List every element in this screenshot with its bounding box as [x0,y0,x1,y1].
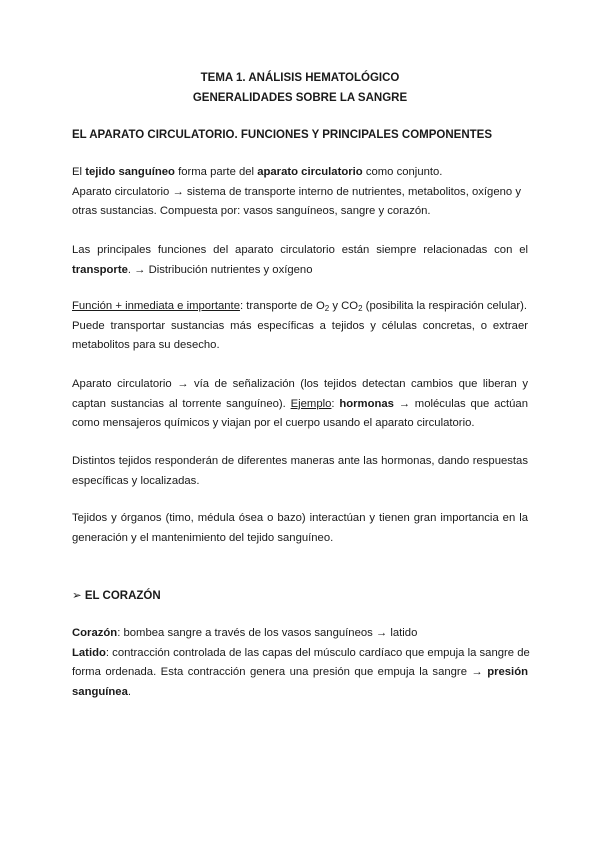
text-line: generación y el mantenimiento del tejido sanguíneo. [72,531,334,544]
text-line: Función + inmediata e importante: transporte de $O_2$ y $CO_2$ (posibilita la respiración celular). [72,300,528,313]
text-line: Aparato circulatorio → vía de señalización (los tejidos detectan cambios que liberan y [72,378,528,390]
text-line: Latido: contracción controlada de las capas del músculo cardíaco que empuja la sangre de [72,646,530,659]
paragraph-organos [72,509,528,548]
text-line: otras sustancias. Compuesta por: vasos sanguíneos, sangre y corazón. [72,205,431,217]
text-line: forma ordenada. Esta contracción genera una presión que empuja la sangre → presión [72,666,528,678]
document-subtitle: GENERALIDADES SOBRE LA SANGRE [192,92,408,104]
arrow-bullet-icon: ➢ [72,590,82,602]
text-line: Aparato circulatorio → sistema de transporte interno de nutrientes, metabolitos, oxígeno y [72,185,521,198]
text-line: sanguínea. [72,685,132,698]
text-line: El tejido sanguíneo forma parte del aparato circulatorio como conjunto. [72,166,443,178]
text-line: Las principales funciones del aparato circulatorio están siempre relacionadas con el [72,244,528,256]
paragraph-tejido-sanguineo [72,163,528,222]
paragraph-hormonas [72,452,528,491]
document-title: TEMA 1. ANÁLISIS HEMATOLÓGICO [200,72,400,84]
text-line: Puede transportar sustancias más específicas a tejidos y células concretas, o extraer [72,319,528,332]
section-heading-corazon: ➢ EL CORAZÓN [72,590,161,602]
text-line: transporte. → Distribución nutrientes y oxígeno [72,263,313,276]
section-heading-circulatory: EL APARATO CIRCULATORIO. FUNCIONES Y PRINCIPALES COMPONENTES [72,129,493,141]
text-line: Corazón: bombea sangre a través de los vasos sanguíneos → latido [72,627,418,639]
text-line: específicas y localizadas. [72,474,200,487]
text-line: como mensajeros químicos y viajan por el cuerpo usando el aparato circulatorio. [72,417,475,429]
text-line: metabolitos para su desecho. [72,339,220,351]
text-line: captan sustancias al torrente sanguíneo). Ejemplo: hormonas → moléculas que actúan [72,397,528,410]
text-line: Distintos tejidos responderán de diferentes maneras ante las hormonas, dando respuestas [72,455,528,467]
paragraph-corazon [72,624,528,702]
paragraph-funciones [72,241,528,280]
text-line: Tejidos y órganos (timo, médula ósea o bazo) interactúan y tienen gran importancia en la [72,512,528,524]
paragraph-funcion-inmediata [72,297,528,356]
paragraph-senalizacion [72,375,528,434]
